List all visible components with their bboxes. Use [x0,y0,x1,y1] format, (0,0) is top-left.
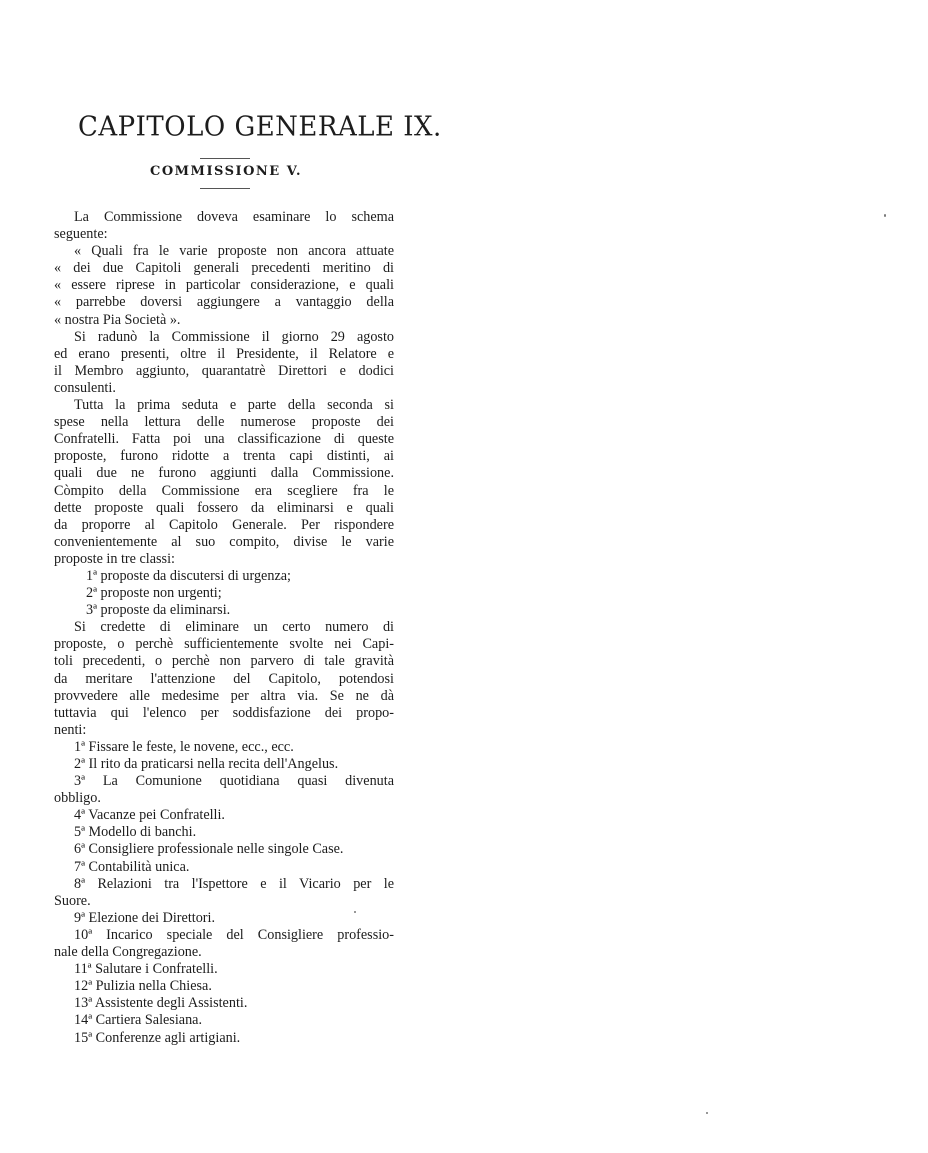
text-line: convenientemente al suo compito, divise le varie [54,533,394,550]
text-line: seguente: [54,226,108,243]
scan-speck [354,911,356,913]
text-line: « dei due Capitoli generali precedenti meritino di [54,260,394,277]
text-line: consulenti. [54,379,116,396]
text-line: 1ª Fissare le feste, le novene, ecc., ecc. [74,738,294,755]
body-text [54,209,394,1047]
text-line: quali due ne furono aggiunti dalla Commissione. [54,465,394,482]
text-line: Si credette di eliminare un certo numero di [74,619,394,636]
text-line: 5ª Modello di banchi. [74,824,197,841]
text-line: ed erano presenti, oltre il Presidente, il Relatore e [54,345,394,362]
scan-speck [706,1112,708,1114]
text-line: 3ª La Comunione quotidiana quasi divenuta [74,773,394,790]
text-line: spese nella lettura delle numerose proposte dei [54,414,394,431]
title-rule-bottom [200,188,250,189]
text-line: « Quali fra le varie proposte non ancora attuate [74,243,394,260]
text-line: 3ª proposte da eliminarsi. [86,602,231,619]
text-line: La Commissione doveva esaminare lo schema [74,209,394,225]
text-line: 12ª Pulizia nella Chiesa. [74,978,212,995]
text-line: 6ª Consigliere professionale nelle singole Case. [74,841,344,858]
text-line: nale della Congregazione. [54,944,202,961]
chapter-title: CAPITOLO GENERALE IX. [78,111,442,143]
text-line: 8ª Relazioni tra l'Ispettore e il Vicario per le [74,875,394,892]
text-line: 10ª Incarico speciale del Consigliere professio- [74,926,394,943]
text-line: il Membro aggiunto, quarantatrè Direttori e dodici [54,362,394,379]
text-line: tuttavia qui l'elenco per soddisfazione dei propo- [54,704,394,721]
text-line: « parrebbe doversi aggiungere a vantaggio della [54,294,394,311]
text-line: Si radunò la Commissione il giorno 29 agosto [74,328,394,345]
text-line: 4ª Vacanze pei Confratelli. [74,807,225,824]
text-line: Tutta la prima seduta e parte della seconda si [74,397,394,414]
text-line: « nostra Pia Società ». [54,311,181,328]
text-line: 15ª Conferenze agli artigiani. [74,1029,241,1046]
text-line: 14ª Cartiera Salesiana. [74,1012,203,1029]
text-line: obbligo. [54,790,101,807]
text-line: da meritare l'attenzione del Capitolo, potendosi [54,670,394,687]
text-line: provvedere alle medesime per altra via. Se ne dà [54,687,394,704]
text-line: toli precedenti, o perchè non parvero di tale gravità [54,653,394,670]
text-line: da proporre al Capitolo Generale. Per rispondere [54,516,394,533]
scan-speck [884,214,886,217]
text-line: proposte, furono ridotte a trenta capi distinti, ai [54,448,394,465]
text-line: proposte in tre classi: [54,550,175,567]
text-line: Suore. [54,892,91,909]
text-line: 9ª Elezione dei Direttori. [74,909,216,926]
text-line: dette proposte quali fossero da eliminarsi e quali [54,499,394,516]
text-line: 1ª proposte da discutersi di urgenza; [86,567,291,584]
text-line: 2ª proposte non urgenti; [86,585,222,602]
text-line: proposte, o perchè sufficientemente svolte nei Capi- [54,636,394,653]
text-line: « essere riprese in particolar considerazione, e quali [54,277,394,294]
text-line: Confratelli. Fatta poi una classificazione di queste [54,431,394,448]
text-line: Còmpito della Commissione era scegliere fra le [54,482,394,499]
text-line: 13ª Assistente degli Assistenti. [74,995,248,1012]
text-line: 7ª Contabilità unica. [74,858,190,875]
title-rule-top [200,158,250,159]
text-line: 11ª Salutare i Confratelli. [74,961,218,978]
text-line: nenti: [54,721,87,738]
section-subtitle: COMMISSIONE V. [150,164,303,179]
text-line: 2ª Il rito da praticarsi nella recita dell'Angelus. [74,756,339,772]
